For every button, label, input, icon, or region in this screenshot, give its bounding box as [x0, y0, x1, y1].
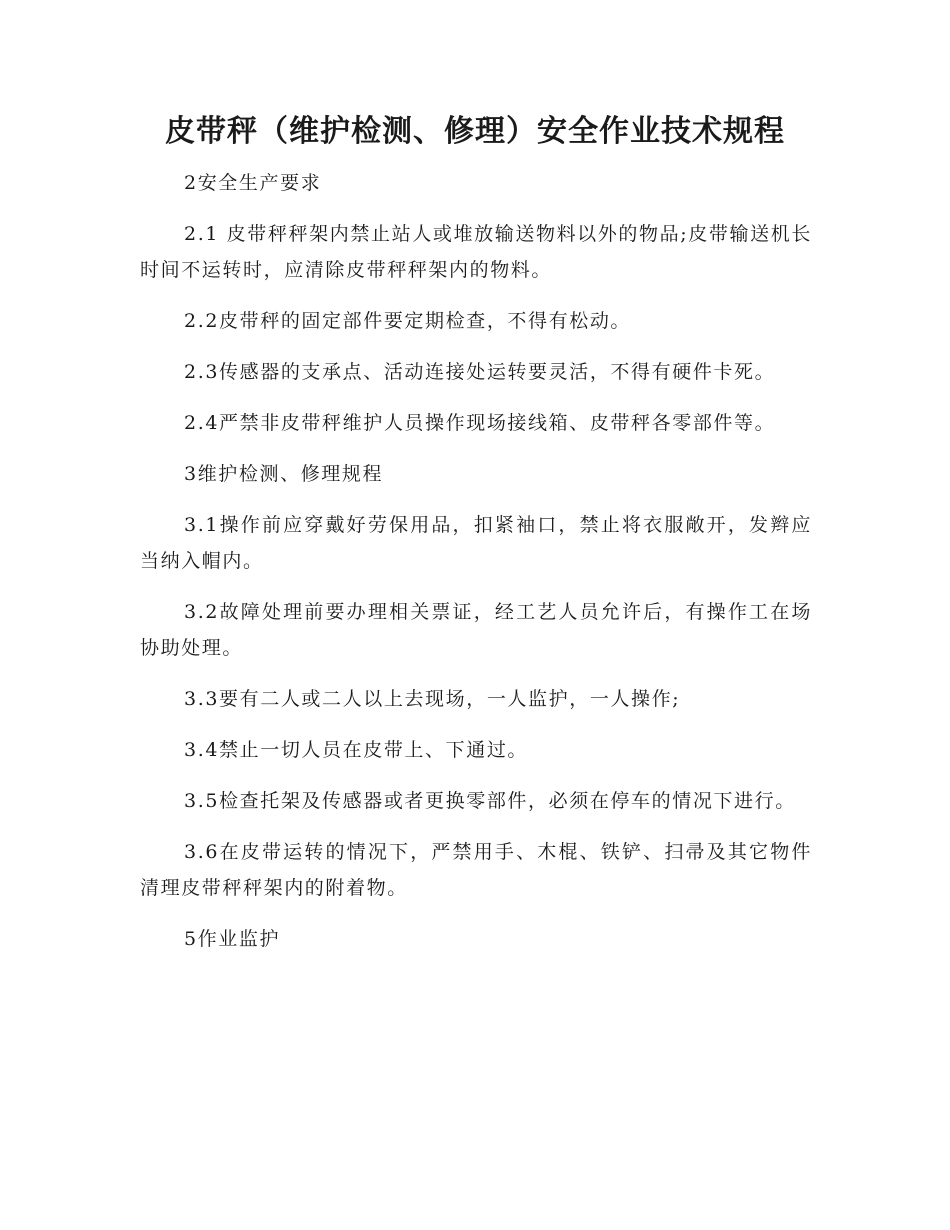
document-body: [140, 165, 812, 972]
clause-2-2: 2.2皮带秤的固定部件要定期检查，不得有松动。: [184, 310, 632, 332]
clause-3-4: 3.4禁止一切人员在皮带上、下通过。: [184, 739, 529, 761]
clause-3-3: 3.3要有二人或二人以上去现场，一人监护，一人操作;: [184, 688, 681, 710]
document-title: 皮带秤（维护检测、修理）安全作业技术规程: [165, 114, 785, 149]
clause-2-3: 2.3传感器的支承点、活动连接处运转要灵活，不得有硬件卡死。: [184, 361, 776, 383]
clause-2-1: 2.1 皮带秤秤架内禁止站人或堆放输送物料以外的物品;皮带输送机长时间不运转时，应清除皮带秤秤架内的物料。: [140, 223, 812, 281]
section-heading-maintenance-rules: 3维护检测、修理规程: [184, 463, 384, 485]
section-heading-supervision: 5作业监护: [184, 928, 281, 950]
section-heading-safety-requirements: 2安全生产要求: [184, 172, 322, 194]
clause-3-2: 3.2故障处理前要办理相关票证，经工艺人员允许后，有操作工在场协助处理。: [140, 601, 812, 659]
clause-2-4: 2.4严禁非皮带秤维护人员操作现场接线箱、皮带秤各零部件等。: [184, 412, 776, 434]
clause-3-1: 3.1操作前应穿戴好劳保用品，扣紧袖口，禁止将衣服敞开，发辫应当纳入帽内。: [140, 514, 812, 572]
clause-3-6: 3.6在皮带运转的情况下，严禁用手、木棍、铁铲、扫帚及其它物件清理皮带秤秤架内的附着物。: [140, 841, 812, 899]
clause-3-5: 3.5检查托架及传感器或者更换零部件，必须在停车的情况下进行。: [184, 790, 796, 812]
